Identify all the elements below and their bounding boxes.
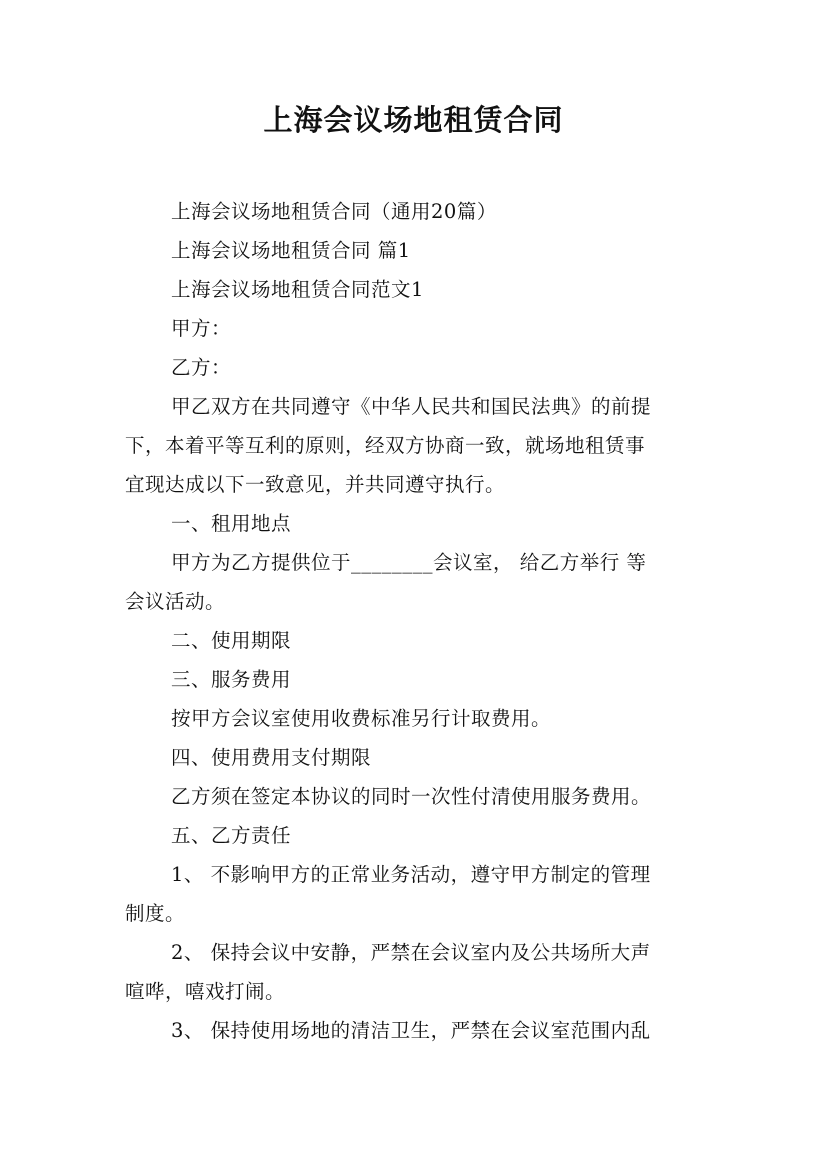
paragraph-line: 会议活动。 — [125, 590, 226, 613]
section-heading: 四、使用费用支付期限 — [171, 746, 372, 769]
party-b-line: 乙方： — [171, 356, 232, 379]
section-heading: 二、使用期限 — [171, 629, 292, 652]
document-body — [125, 192, 715, 1050]
document-title: 上海会议场地租赁合同 — [263, 103, 564, 137]
paragraph-line: 上海会议场地租赁合同 篇1 — [171, 239, 411, 262]
section-heading: 五、乙方责任 — [171, 824, 292, 847]
list-item: 2、 保持会议中安静，严禁在会议室内及公共场所大声 — [171, 941, 651, 964]
list-item-continuation: 喧哗，嘻戏打闹。 — [125, 980, 286, 1003]
paragraph-line: 甲方为乙方提供位于________会议室， 给乙方举行 等 — [171, 551, 647, 574]
party-a-line: 甲方： — [171, 317, 232, 340]
list-item: 1、 不影响甲方的正常业务活动，遵守甲方制定的管理 — [171, 863, 651, 886]
list-item: 3、 保持使用场地的清洁卫生，严禁在会议室范围内乱 — [171, 1019, 651, 1042]
paragraph-line: 按甲方会议室使用收费标准另行计取费用。 — [171, 707, 552, 730]
section-heading: 三、服务费用 — [171, 668, 292, 691]
paragraph-line: 甲乙双方在共同遵守《中华人民共和国民法典》的前提 — [171, 395, 652, 418]
paragraph-line: 乙方须在签定本协议的同时一次性付清使用服务费用。 — [171, 785, 652, 808]
paragraph-line: 宜现达成以下一致意见，并共同遵守执行。 — [125, 473, 506, 496]
section-heading: 一、租用地点 — [171, 512, 292, 535]
list-item-continuation: 制度。 — [125, 902, 186, 925]
paragraph-line: 上海会议场地租赁合同（通用20篇） — [171, 200, 497, 223]
paragraph-line: 上海会议场地租赁合同范文1 — [171, 278, 424, 301]
paragraph-line: 下，本着平等互利的原则，经双方协商一致，就场地租赁事 — [125, 434, 646, 457]
